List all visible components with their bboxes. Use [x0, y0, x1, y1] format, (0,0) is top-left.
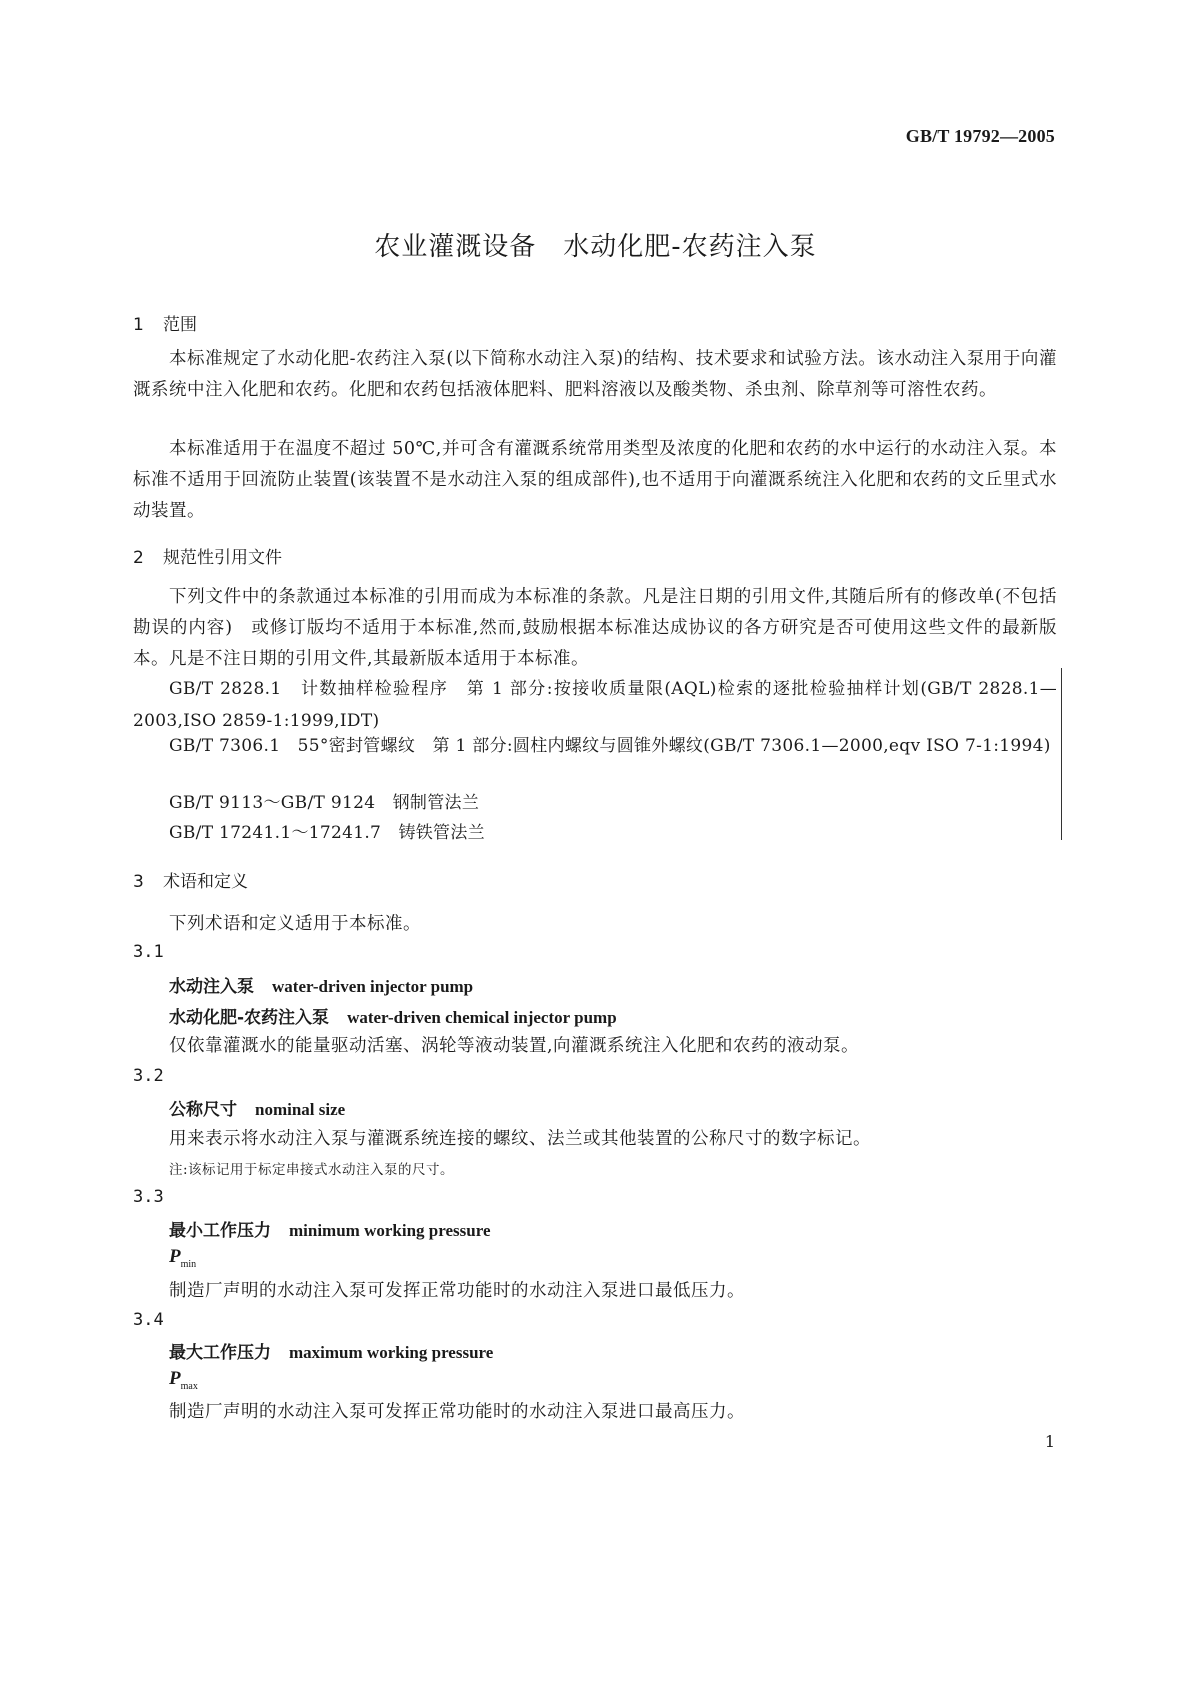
term-definition: 制造厂声明的水动注入泵可发挥正常功能时的水动注入泵进口最低压力。 [169, 1281, 745, 1301]
section-1-paragraph-2: 本标准适用于在温度不超过 50℃,并可含有灌溉系统常用类型及浓度的化肥和农药的水中运行的水动注入泵。本标准不适用于回流防止装置(该装置不是水动注入泵的组成部件),也不适用于向灌溉系统注入化肥和农药的文丘里式水动装置。 [133, 439, 1057, 521]
section-number: 2 [133, 548, 144, 568]
term-name-en: nominal size [255, 1100, 346, 1119]
page-number: 1 [1044, 1432, 1055, 1451]
reference-item: GB/T 7306.1 55°密封管螺纹 第 1 部分:圆柱内螺纹与圆锥外螺纹(GB/T 7306.1—2000,eqv ISO 7-1:1994) [169, 736, 1051, 756]
section-2-intro: 下列文件中的条款通过本标准的引用而成为本标准的条款。凡是注日期的引用文件,其随后所有的修改单(不包括勘误的内容) 或修订版均不适用于本标准,然而,鼓励根据本标准达成协议的各方研究是否可使用这些文件的最新版本。凡是不注日期的引用文件,其最新版本适用于本标准。 [133, 587, 1057, 669]
section-title: 规范性引用文件 [163, 548, 282, 568]
section-1-heading [133, 310, 197, 335]
term-number: 3.2 [133, 1066, 164, 1086]
term-name [169, 1216, 491, 1241]
section-number: 3 [133, 872, 144, 892]
term-definition: 用来表示将水动注入泵与灌溉系统连接的螺纹、法兰或其他装置的公称尺寸的数字标记。 [169, 1129, 871, 1149]
term-name-zh: 水动化肥-农药注入泵 [169, 1008, 330, 1028]
symbol-subscript: max [180, 1380, 198, 1392]
section-2-heading [133, 543, 282, 568]
term-name-en: minimum working pressure [289, 1221, 491, 1240]
term-number: 3.1 [133, 942, 164, 962]
reference-item: GB/T 9113～GB/T 9124 钢制管法兰 [169, 793, 480, 813]
change-bar [1061, 668, 1062, 840]
symbol-subscript: min [180, 1258, 197, 1270]
section-number: 1 [133, 315, 144, 335]
reference-item: GB/T 17241.1～17241.7 铸铁管法兰 [169, 823, 485, 843]
term-definition: 仅依靠灌溉水的能量驱动活塞、涡轮等液动装置,向灌溉系统注入化肥和农药的液动泵。 [169, 1036, 860, 1056]
term-definition: 制造厂声明的水动注入泵可发挥正常功能时的水动注入泵进口最高压力。 [169, 1402, 745, 1422]
term-name [169, 1003, 617, 1028]
section-3-heading [133, 867, 248, 892]
term-name-en: water-driven injector pump [272, 977, 474, 996]
term-name-zh: 水动注入泵 [169, 977, 254, 997]
standard-code: GB/T 19792—2005 [905, 126, 1055, 146]
section-title: 范围 [163, 315, 197, 335]
term-name-en: maximum working pressure [289, 1343, 494, 1362]
term-symbol [169, 1368, 198, 1392]
term-name-en: water-driven chemical injector pump [347, 1008, 617, 1027]
document-title: 农业灌溉设备 水动化肥-农药注入泵 [374, 232, 817, 262]
term-number: 3.3 [133, 1187, 164, 1207]
section-3-intro: 下列术语和定义适用于本标准。 [169, 914, 421, 934]
term-name-zh: 最小工作压力 [169, 1221, 271, 1241]
term-number: 3.4 [133, 1310, 164, 1330]
term-note: 注:该标记用于标定串接式水动注入泵的尺寸。 [169, 1162, 455, 1178]
term-symbol [169, 1246, 196, 1270]
section-title: 术语和定义 [163, 872, 248, 892]
term-name [169, 1095, 345, 1120]
section-1-paragraph-1: 本标准规定了水动化肥-农药注入泵(以下简称水动注入泵)的结构、技术要求和试验方法。该水动注入泵用于向灌溉系统中注入化肥和农药。化肥和农药包括液体肥料、肥料溶液以及酸类物、杀虫剂、除草剂等可溶性农药。 [133, 349, 1057, 400]
reference-item: GB/T 2828.1 计数抽样检验程序 第 1 部分:按接收质量限(AQL)检索的逐批检验抽样计划(GB/T 2828.1—2003,ISO 2859-1:1999,IDT) [133, 679, 1057, 731]
term-name-zh: 最大工作压力 [169, 1343, 271, 1363]
symbol-letter: P [169, 1368, 181, 1389]
term-name-zh: 公称尺寸 [169, 1100, 237, 1120]
term-name [169, 1338, 493, 1363]
symbol-letter: P [169, 1246, 181, 1267]
term-name [169, 972, 473, 997]
